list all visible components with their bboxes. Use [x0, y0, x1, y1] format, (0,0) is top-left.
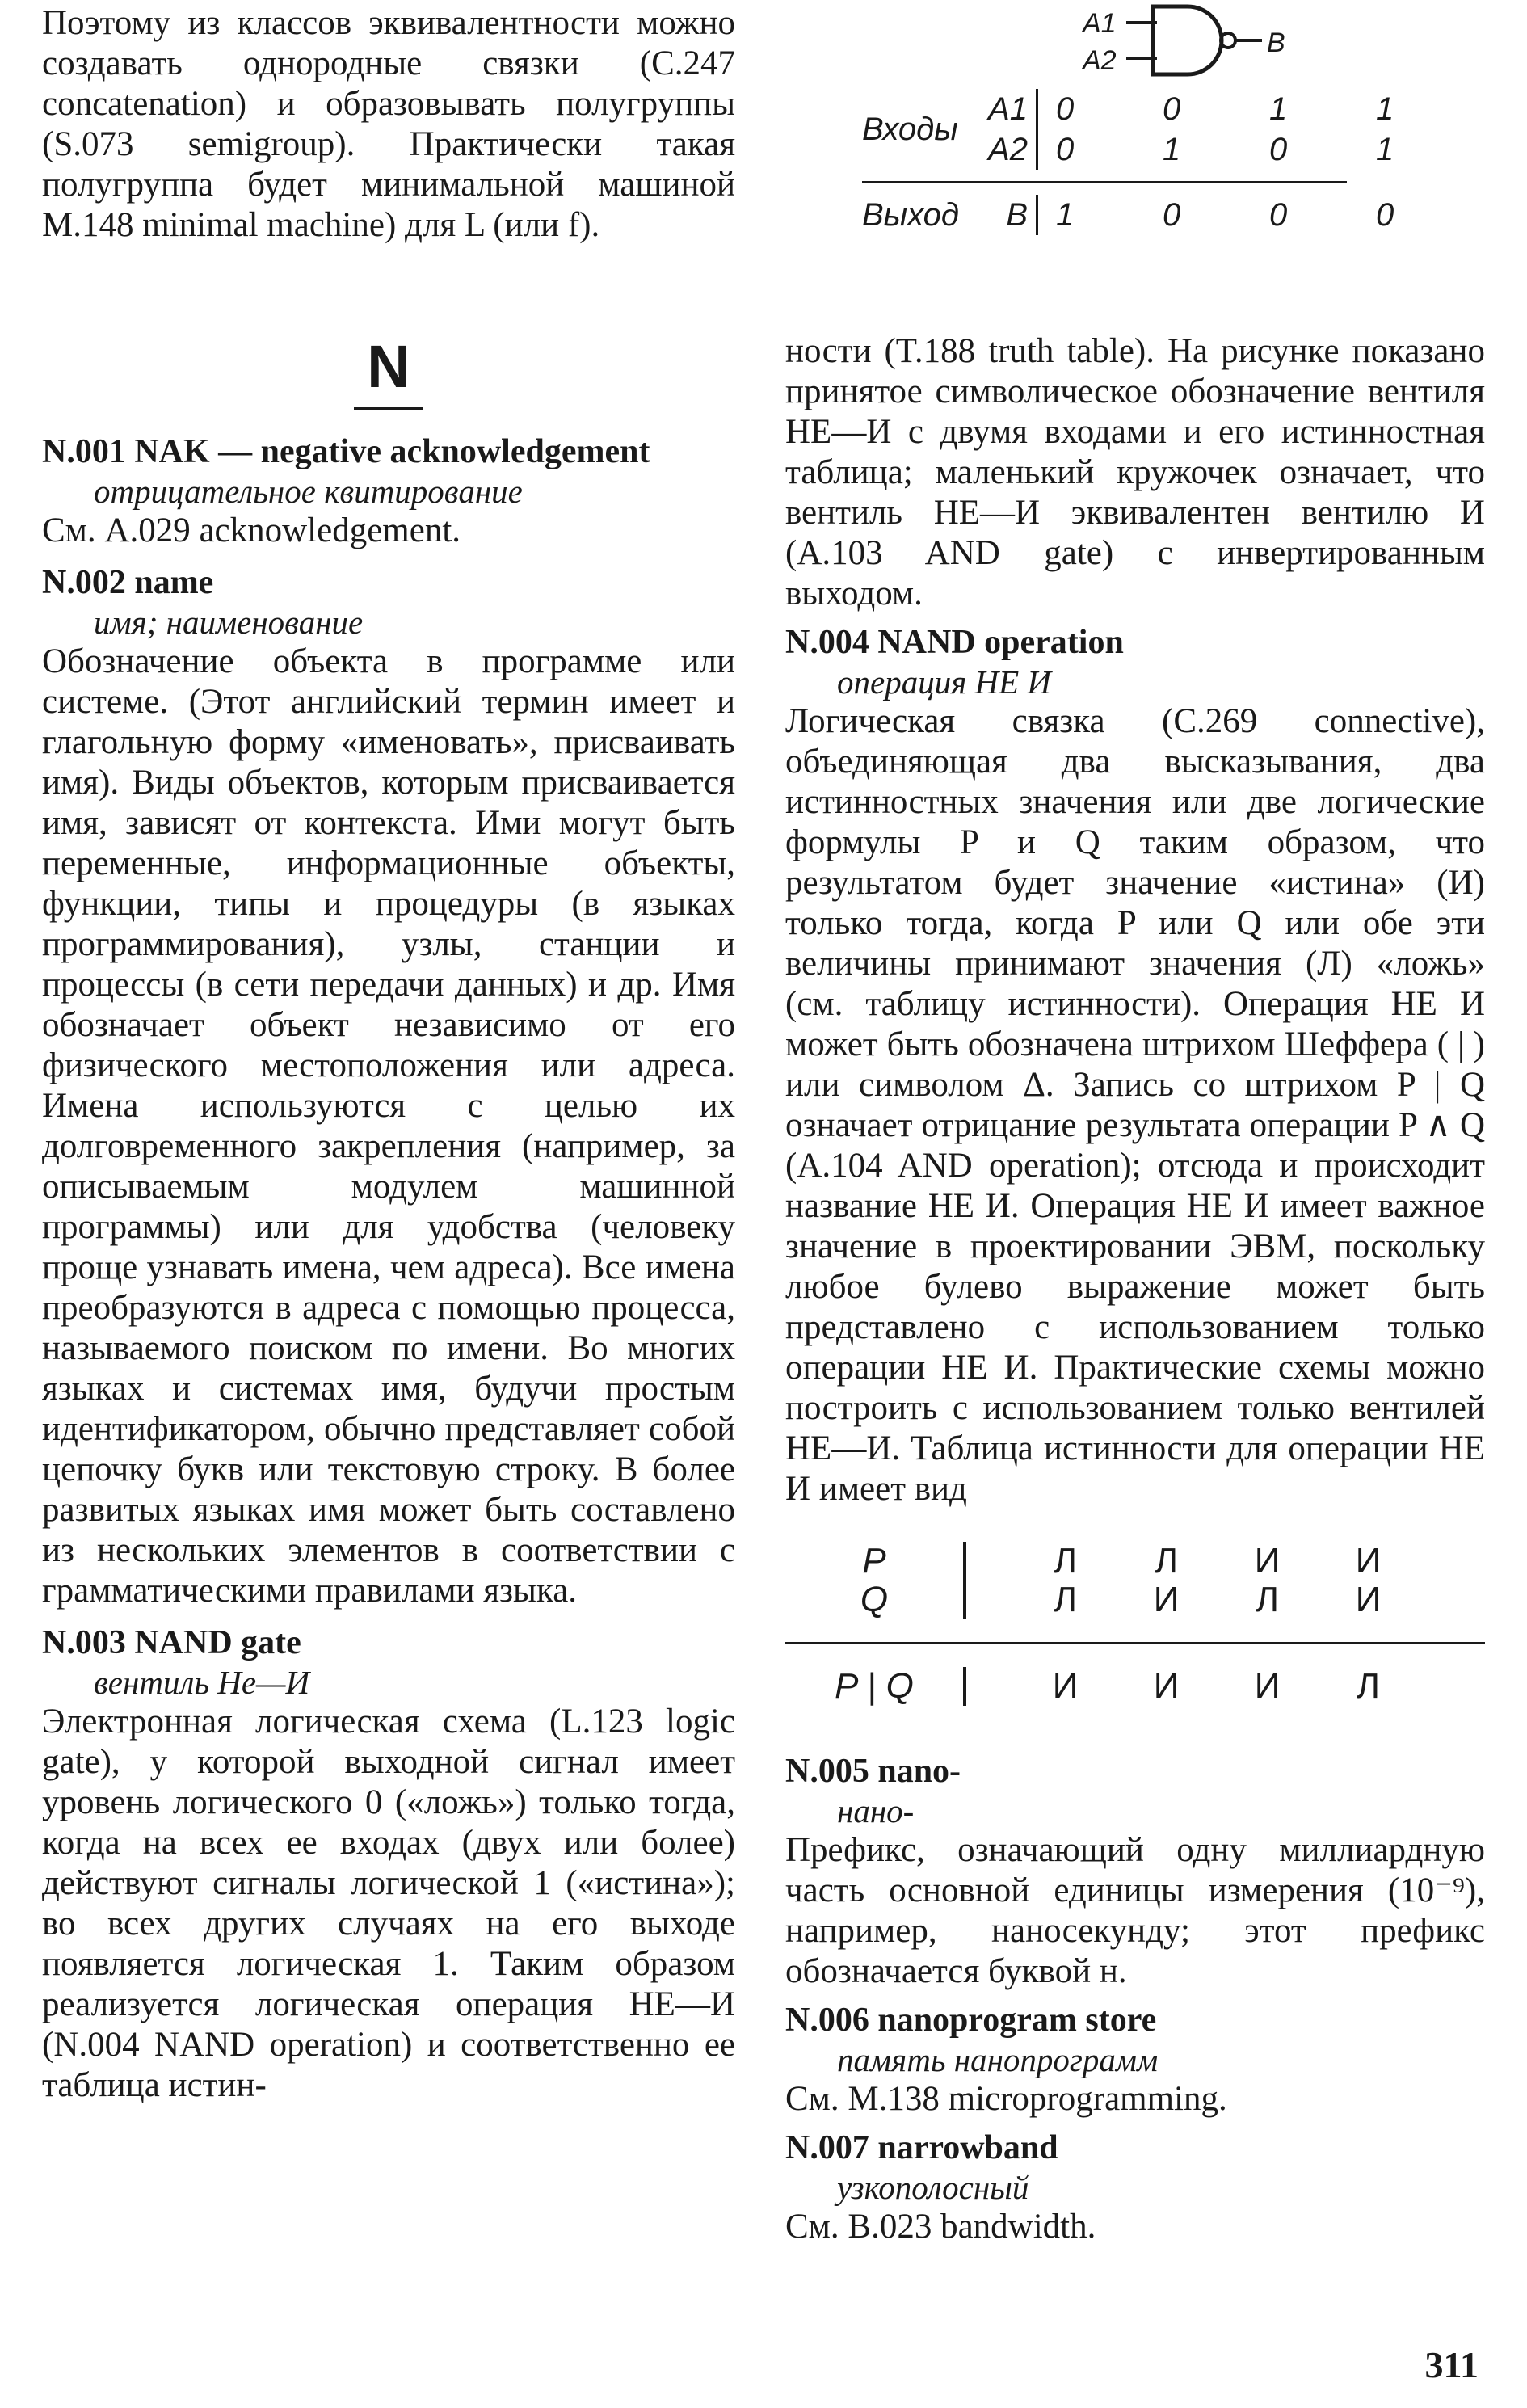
gate-cell: 0 — [1163, 91, 1181, 127]
entry-n006 — [785, 2000, 1485, 2120]
gate-row-a1-label: A1 — [988, 91, 1028, 127]
entry-translation: операция НЕ И — [837, 663, 1052, 701]
nand-gate-figure — [785, 0, 1485, 299]
entry-head: N.002 name — [42, 564, 214, 601]
table-cell: И — [1052, 1666, 1079, 1706]
entry-n005 — [785, 1751, 1485, 1992]
table-cell: Л — [1357, 1666, 1380, 1706]
entry-n007 — [785, 2128, 1485, 2247]
gate-cell: 0 — [1269, 197, 1288, 233]
entry-body: Префикс, означающий одну миллиардную часть основной единицы измерения (10⁻⁹), например, наносекунду; этот префикс обозначается буквой н. — [785, 1831, 1485, 1990]
entry-see-also: См. M.138 microprogramming. — [785, 2080, 1227, 2118]
entry-n004 — [785, 622, 1485, 1706]
right-column — [785, 0, 1485, 2247]
entry-translation: узкополосный — [837, 2169, 1029, 2206]
gate-cell: 1 — [1269, 91, 1288, 127]
table-p-label: P — [862, 1541, 886, 1581]
table-cell: И — [1355, 1580, 1382, 1619]
entry-translation: имя; наименование — [94, 604, 364, 641]
entry-body: Обозначение объекта в программе или системе. (Этот английский термин имеет и глагольную форму «именовать», присваивать имя). Виды объектов, которым присваивается имя, зависят от контекста. Ими могут быть переменные, информационные объекты, функции, типы и процедуры (в языках программирования), узлы, станции и процессы (в сети передачи данных) и др. Имя обозначает объект независимо от его физического местоположения или адреса. Имена используются с целью их долговременного закрепления (например, за описываемым модулем машинной программы) или для удобства (человеку проще узнавать имена, чем адреса). Все имена преобразуются в адреса с помощью процесса, называемого поиском по имени. Во многих языках и системах имя, будучи простым идентификатором, обычно представляет собой цепочку букв или текстовую строку. В более развитых языках имя может быть составлено из нескольких элементов в соответствии с грамматическими правилами языка. — [42, 642, 735, 1610]
table-cell: И — [1254, 1541, 1281, 1581]
entry-translation: вентиль Не—И — [94, 1664, 310, 1701]
entry-body: Логическая связка (C.269 connective), объединяющая два высказывания, два истинностных значения или две логические формулы P и Q таким образом, что результатом будет значение «истина» (И) только тогда, когда P или Q или обе эти величины принимают значения (Л) «ложь» (см. таблицу истинности). Операция НЕ И может быть обозначена штрихом Шеффера ( | ) или символом Δ. Запись со штрихом P | Q означает отрицание результата операции P ∧ Q (A.104 AND operation); отсюда и происходит название НЕ И. Операция НЕ И имеет важное значение в проектировании ЭВМ, поскольку любое булево выражение может быть представлено с использованием только операции НЕ И. Практические схемы можно построить с использованием только вентилей НЕ—И. Таблица истинности для операции НЕ И имеет вид — [785, 702, 1485, 1508]
gate-cell: 0 — [1056, 91, 1075, 127]
entry-see-also: См. A.029 acknowledgement. — [42, 511, 461, 549]
table-cell: Л — [1054, 1580, 1077, 1619]
gate-input-a2-label: A2 — [1083, 45, 1117, 76]
intro-paragraph: Поэтому из классов эквивалентности можно создавать однородные связки (C.247 concatenation) и образовывать полугруппы (S.073 semigroup). Практически такая полугруппа будет минимальной машиной M.148 minimal machine) для L (или f). — [42, 4, 735, 244]
table-cell: Л — [1054, 1541, 1077, 1581]
gate-table-rule — [862, 181, 1347, 183]
entry-n001 — [42, 432, 735, 551]
table-rule — [785, 1642, 1485, 1644]
entry-head: N.003 NAND gate — [42, 1624, 301, 1661]
entry-head: N.001 NAK — negative acknowledgement — [42, 433, 650, 470]
entry-translation: отрицательное квитирование — [94, 473, 523, 510]
table-cell: Л — [1256, 1580, 1279, 1619]
table-q-label: Q — [860, 1580, 889, 1619]
gate-output-row-label: Выход — [862, 197, 960, 233]
gate-cell: 0 — [1056, 132, 1075, 167]
nand-gate-symbol — [785, 0, 1485, 89]
left-column — [42, 0, 735, 2106]
gate-truth-table — [862, 89, 1483, 235]
gate-cell: 1 — [1056, 197, 1075, 233]
gate-cell: 1 — [1376, 132, 1394, 167]
entry-body: Электронная логическая схема (L.123 logic gate), у которой выходной сигнал имеет уровень логического 0 («ложь») только тогда, когда на всех ее входах (двух или более) действуют сигналы логической 1 («истина»); во всех других случаях на его выходе появляется логическая 1. Таким образом реализуется логическая операция НЕ—И (N.004 NAND operation) и соответственно ее таблица истин- — [42, 1703, 735, 2104]
entry-head: N.007 narrowband — [785, 2129, 1058, 2166]
gate-cell: 1 — [1376, 91, 1394, 127]
gate-cell: 0 — [1376, 197, 1394, 233]
section-letter: N — [367, 333, 410, 400]
entry-translation: память нанопрограмм — [837, 2041, 1159, 2078]
entry-n002 — [42, 562, 735, 1611]
table-cell: Л — [1155, 1541, 1178, 1581]
page-number: 311 — [1424, 2344, 1479, 2385]
gate-row-a2-label: A2 — [988, 132, 1028, 167]
gate-input-a1-label: A1 — [1083, 8, 1117, 39]
table-cell: И — [1153, 1666, 1180, 1706]
entry-head: N.004 NAND operation — [785, 624, 1124, 661]
entry-head: N.006 nanoprogram store — [785, 2002, 1157, 2039]
entry-translation: нано- — [837, 1792, 915, 1829]
gate-output-label: B — [1267, 27, 1285, 58]
gate-body — [1153, 6, 1222, 74]
entry-head: N.005 nano- — [785, 1753, 961, 1790]
entry-see-also: См. B.023 bandwidth. — [785, 2208, 1096, 2246]
gate-cell: 0 — [1269, 132, 1288, 167]
gate-inputs-label: Входы — [862, 112, 958, 147]
gate-cell: 1 — [1163, 132, 1181, 167]
table-pq-label: P | Q — [835, 1666, 914, 1706]
gate-cell: 0 — [1163, 197, 1181, 233]
gate-row-b-label: B — [1006, 197, 1028, 233]
entry-n003 — [42, 1623, 735, 2106]
table-cell: И — [1254, 1666, 1281, 1706]
nand-truth-table — [785, 1542, 1485, 1706]
table-cell: И — [1355, 1541, 1382, 1581]
n003-continuation: ности (T.188 truth table). На рисунке показано принятое символическое обозначение вентиля НЕ—И с двумя входами и его истинностная таблица; маленький кружочек означает, что вентиль НЕ—И эквивалентен вентилю И (A.103 AND gate) с инвертированным выходом. — [785, 332, 1485, 613]
table-cell: И — [1153, 1580, 1180, 1619]
